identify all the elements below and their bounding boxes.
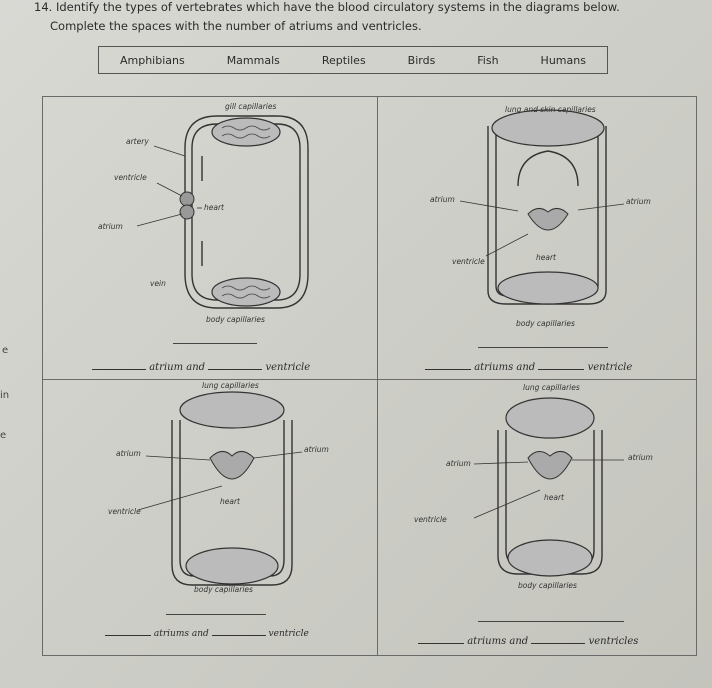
mammal-circulation-diagram xyxy=(378,380,696,656)
word-humans: Humans xyxy=(540,53,586,67)
answer-text-a: atriums and xyxy=(467,636,529,647)
margin-mark: e xyxy=(2,345,9,356)
margin-mark: e xyxy=(0,430,7,441)
label-atrium-right: atrium xyxy=(628,453,653,462)
label-heart: heart xyxy=(536,253,556,262)
amphibian-answer-line xyxy=(425,360,632,373)
word-mammals: Mammals xyxy=(226,53,280,67)
answer-text-b: ventricles xyxy=(588,636,639,647)
label-heart: heart xyxy=(544,493,564,502)
label-atrium-right: atrium xyxy=(304,445,329,454)
question-line-1: 14. Identify the types of vertebrates which have the blood circulatory systems in the diagrams below. xyxy=(34,0,620,14)
label-body-capillaries: body capillaries xyxy=(206,315,265,324)
amphibian-name-blank[interactable] xyxy=(478,347,608,348)
label-artery: artery xyxy=(126,137,149,146)
label-ventricle: ventricle xyxy=(114,173,147,182)
word-birds: Birds xyxy=(407,53,436,67)
answer-text-a: atrium and xyxy=(149,362,206,373)
answer-text-b: ventricle xyxy=(265,362,311,373)
label-atrium: atrium xyxy=(98,222,123,231)
atrium-count-blank[interactable] xyxy=(425,360,471,370)
label-atrium-left: atrium xyxy=(446,459,471,468)
ventricle-count-blank[interactable] xyxy=(208,360,262,370)
label-heart: heart xyxy=(220,497,240,506)
word-reptiles: Reptiles xyxy=(321,53,366,67)
word-amphibians: Amphibians xyxy=(119,53,185,67)
question-line-2: Complete the spaces with the number of atriums and ventricles. xyxy=(50,19,422,33)
fish-answer-line xyxy=(92,360,310,373)
label-lung-capillaries: lung capillaries xyxy=(202,381,259,390)
answer-text-a: atriums and xyxy=(474,362,536,373)
answer-text-b: ventricle xyxy=(268,629,309,639)
label-vein: vein xyxy=(150,279,166,288)
answer-text-a: atriums and xyxy=(153,629,209,639)
mammal-name-blank[interactable] xyxy=(478,621,624,622)
label-atrium-left: atrium xyxy=(430,195,455,204)
label-atrium-right: atrium xyxy=(626,197,651,206)
word-bank xyxy=(98,46,608,74)
label-heart: heart xyxy=(204,203,224,212)
reptile-answer-line xyxy=(105,626,309,639)
fish-name-blank[interactable] xyxy=(173,343,257,344)
atrium-count-blank[interactable] xyxy=(92,360,146,370)
word-fish: Fish xyxy=(477,53,499,67)
label-body-capillaries: body capillaries xyxy=(194,585,253,594)
answer-text-b: ventricle xyxy=(587,362,633,373)
reptile-name-blank[interactable] xyxy=(166,614,266,615)
label-lung-capillaries: lung capillaries xyxy=(523,383,580,392)
fish-circulation-diagram xyxy=(42,96,377,379)
ventricle-count-blank[interactable] xyxy=(538,360,584,370)
label-ventricle: ventricle xyxy=(108,507,141,516)
margin-mark: in xyxy=(0,390,10,401)
amphibian-circulation-diagram xyxy=(378,96,696,379)
label-ventricle: ventricle xyxy=(414,515,447,524)
ventricle-count-blank[interactable] xyxy=(531,634,585,644)
atrium-count-blank[interactable] xyxy=(105,626,151,636)
atrium-count-blank[interactable] xyxy=(418,634,464,644)
question-text xyxy=(34,0,620,33)
label-gill-capillaries: gill capillaries xyxy=(225,102,277,111)
mammal-answer-line xyxy=(418,634,638,647)
ventricle-count-blank[interactable] xyxy=(212,626,266,636)
label-body-capillaries: body capillaries xyxy=(516,319,575,328)
label-lung-skin-capillaries: lung and skin capillaries xyxy=(505,105,596,114)
label-atrium-left: atrium xyxy=(116,449,141,458)
label-ventricle: ventricle xyxy=(452,257,485,266)
label-body-capillaries: body capillaries xyxy=(518,581,577,590)
